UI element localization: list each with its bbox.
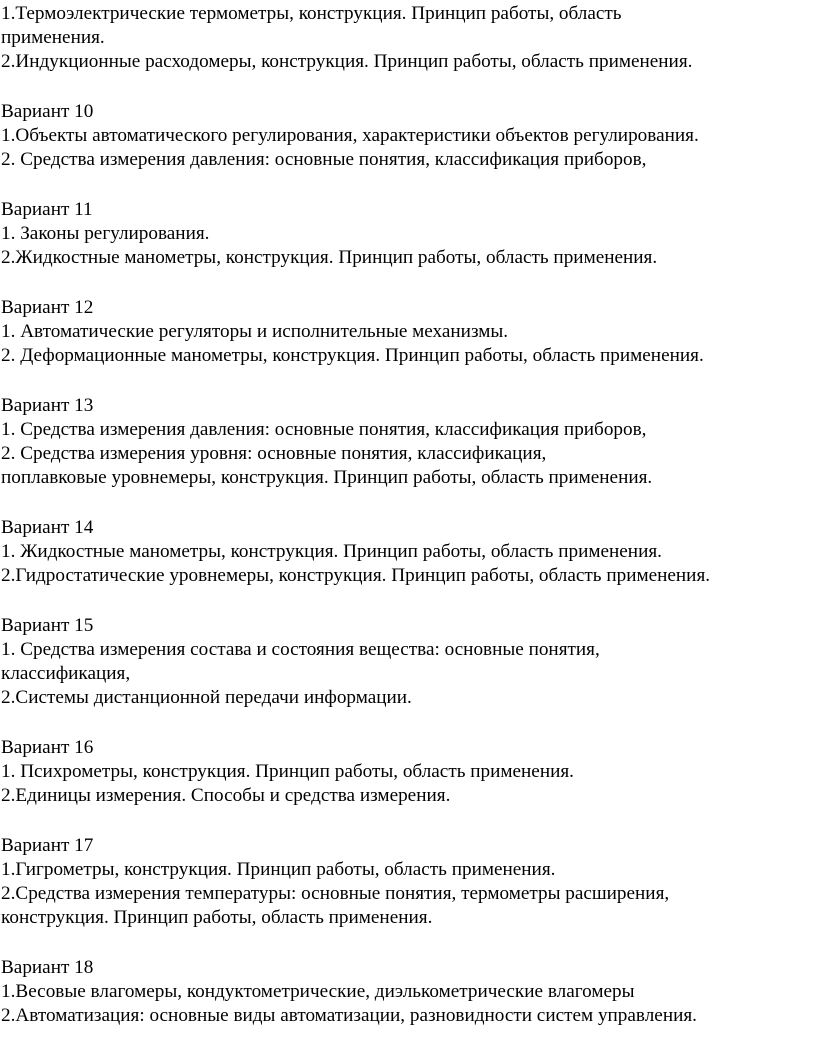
variant-line: 1. Автоматические регуляторы и исполнительные механизмы. <box>1 321 509 342</box>
variant-12 <box>1 296 816 368</box>
variant-line: 1. Законы регулирования. <box>1 223 210 244</box>
spacer <box>1 270 816 296</box>
variant-16 <box>1 736 816 808</box>
variant-line: 2.Системы дистанционной передачи информации. <box>1 687 412 708</box>
variant-line: 1.Гигрометры, конструкция. Принцип работы, область применения. <box>1 859 556 880</box>
intro-line: применения. <box>1 27 105 48</box>
variant-18 <box>1 956 816 1028</box>
variant-13 <box>1 394 816 490</box>
variant-line: 2.Гидростатические уровнемеры, конструкция. Принцип работы, область применения. <box>1 565 711 586</box>
spacer <box>1 172 816 198</box>
spacer <box>1 588 816 614</box>
variant-line: поплавковые уровнемеры, конструкция. Принцип работы, область применения. <box>1 467 653 488</box>
intro-line: 2.Индукционные расходомеры, конструкция. Принцип работы, область применения. <box>1 51 693 72</box>
spacer <box>1 808 816 834</box>
variant-line: 2.Единицы измерения. Способы и средства измерения. <box>1 785 451 806</box>
variant-line: конструкция. Принцип работы, область применения. <box>1 907 433 928</box>
spacer <box>1 710 816 736</box>
variant-title: Вариант 16 <box>1 737 94 758</box>
variant-line: 2. Средства измерения давления: основные понятия, классификация приборов, <box>1 149 647 170</box>
variant-title: Вариант 18 <box>1 957 94 978</box>
variant-11 <box>1 198 816 270</box>
variant-line: 1.Объекты автоматического регулирования, характеристики объектов регулирования. <box>1 125 699 146</box>
variant-line: 1. Психрометры, конструкция. Принцип работы, область применения. <box>1 761 574 782</box>
variant-line: 1. Средства измерения состава и состояния вещества: основные понятия, <box>1 639 600 660</box>
variant-title: Вариант 12 <box>1 297 94 318</box>
spacer <box>1 930 816 956</box>
variant-title: Вариант 10 <box>1 101 94 122</box>
spacer <box>1 490 816 516</box>
spacer <box>1 368 816 394</box>
variant-line: 2. Средства измерения уровня: основные понятия, классификация, <box>1 443 547 464</box>
variant-title: Вариант 14 <box>1 517 94 538</box>
variant-14 <box>1 516 816 588</box>
variant-line: 1.Весовые влагомеры, кондуктометрические, диэлькометрические влагомеры <box>1 981 635 1002</box>
variant-title: Вариант 11 <box>1 199 93 220</box>
variant-line: 1. Средства измерения давления: основные понятия, классификация приборов, <box>1 419 647 440</box>
intro-line: 1.Термоэлектрические термометры, конструкция. Принцип работы, область <box>1 3 622 24</box>
spacer <box>1 74 816 100</box>
intro-block <box>1 2 816 74</box>
variant-15 <box>1 614 816 710</box>
variant-title: Вариант 17 <box>1 835 94 856</box>
variant-line: 2.Автоматизация: основные виды автоматизации, разновидности систем управления. <box>1 1005 697 1026</box>
variant-line: 2. Деформационные манометры, конструкция. Принцип работы, область применения. <box>1 345 704 366</box>
variant-line: 1. Жидкостные манометры, конструкция. Принцип работы, область применения. <box>1 541 662 562</box>
variant-line: 2.Жидкостные манометры, конструкция. Принцип работы, область применения. <box>1 247 658 268</box>
variant-title: Вариант 15 <box>1 615 94 636</box>
variant-line: 2.Средства измерения температуры: основные понятия, термометры расширения, <box>1 883 670 904</box>
variant-17 <box>1 834 816 930</box>
variant-10 <box>1 100 816 172</box>
variant-title: Вариант 13 <box>1 395 94 416</box>
variant-line: классификация, <box>1 663 131 684</box>
